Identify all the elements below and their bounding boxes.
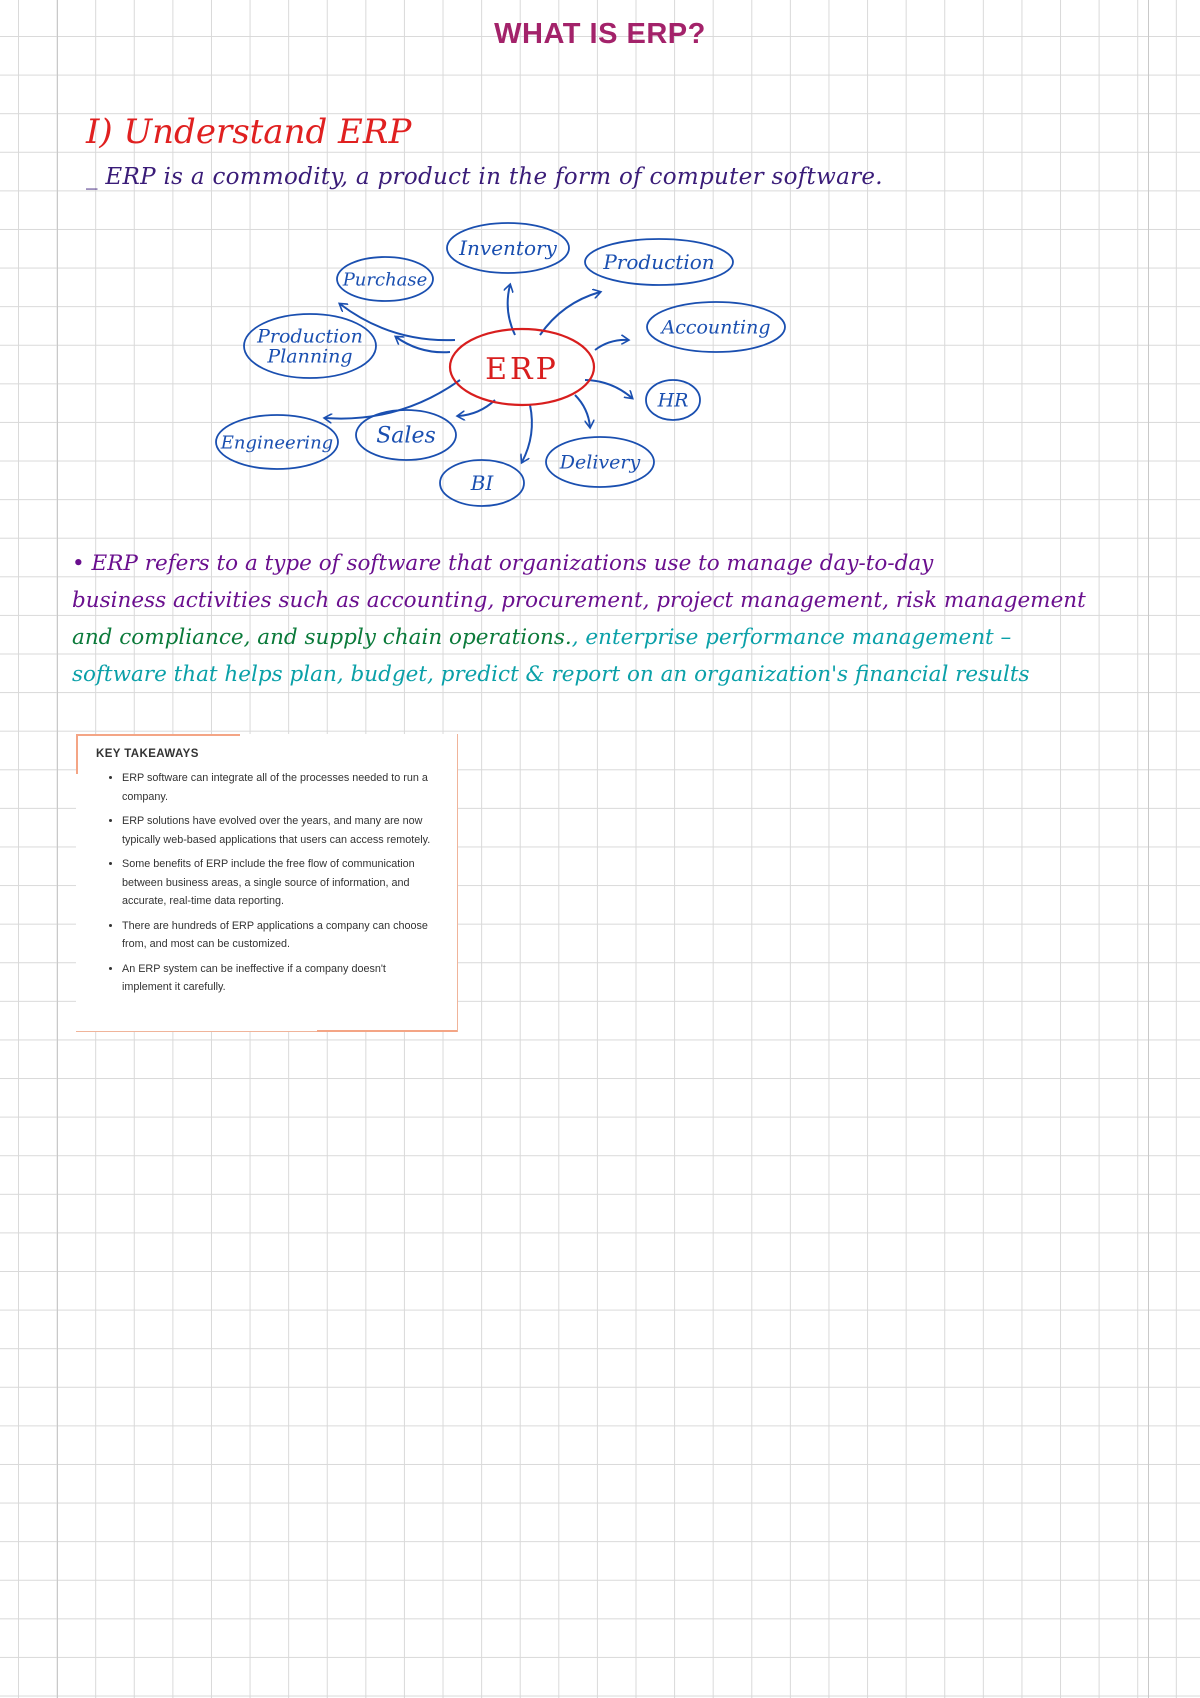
paragraph-line-2: business activities such as accounting, procurement, project management, risk management: [72, 588, 1086, 613]
key-takeaways-list: [96, 769, 439, 997]
center-node-label: ERP: [485, 352, 559, 387]
node-bi-label: BI: [470, 471, 494, 495]
node-engineering-label: Engineering: [220, 432, 334, 454]
node-hr-label: HR: [657, 389, 689, 412]
link-accounting: [595, 340, 628, 350]
node-sales-label: Sales: [376, 423, 436, 449]
takeaway-item: • Some benefits of ERP include the free flow of communication between business areas, a single source of information, and accurate, real-time data reporting.: [122, 855, 439, 911]
erp-definition-paragraph: [72, 545, 1172, 693]
erp-mind-map: [0, 0, 1200, 540]
section-heading: I) Understand ERP: [86, 112, 412, 152]
paragraph-green-text: and compliance, and supply chain operations.: [72, 625, 572, 650]
takeaway-item: • There are hundreds of ERP applications a company can choose from, and most can be customized.: [122, 917, 439, 954]
node-production-label: Production: [603, 250, 715, 274]
key-takeaways-title: KEY TAKEAWAYS: [96, 748, 199, 760]
node-production-planning-label: Production: [257, 325, 363, 348]
key-takeaways-card: [76, 734, 458, 1032]
page-title: WHAT IS ERP?: [494, 18, 706, 50]
paragraph-line-4: software that helps plan, budget, predict & report on an organization's financial results: [72, 662, 1030, 687]
link-sales: [458, 400, 495, 416]
node-delivery-label: Delivery: [559, 451, 641, 474]
takeaway-item: • ERP solutions have evolved over the years, and many are now typically web-based applications that users can access remotely.: [122, 812, 439, 849]
node-accounting-label: Accounting: [661, 316, 771, 339]
node-production-planning-label: Planning: [267, 345, 353, 368]
link-delivery: [575, 395, 590, 427]
takeaway-item: • ERP software can integrate all of the processes needed to run a company.: [122, 769, 439, 806]
card-accent-bottom: [317, 1030, 457, 1032]
card-accent-left: [76, 734, 78, 774]
link-hr: [585, 380, 632, 398]
node-inventory-label: Inventory: [459, 236, 557, 260]
link-inventory: [508, 285, 515, 335]
link-bi: [522, 405, 532, 462]
intro-line: _ ERP is a commodity, a product in the form of computer software.: [86, 164, 883, 190]
paragraph-line-3: [72, 619, 1172, 656]
mind-map-links: [325, 285, 632, 462]
paragraph-teal-text: , enterprise performance management –: [571, 625, 1012, 650]
link-production: [540, 292, 600, 335]
takeaway-item: • An ERP system can be ineffective if a company doesn't implement it carefully.: [122, 960, 439, 997]
paragraph-line-1: • ERP refers to a type of software that organizations use to manage day-to-day: [72, 551, 934, 576]
link-engineering: [325, 380, 460, 419]
mind-map-center-node: [450, 329, 594, 405]
node-purchase-label: Purchase: [342, 269, 428, 291]
card-accent-top: [76, 734, 240, 736]
